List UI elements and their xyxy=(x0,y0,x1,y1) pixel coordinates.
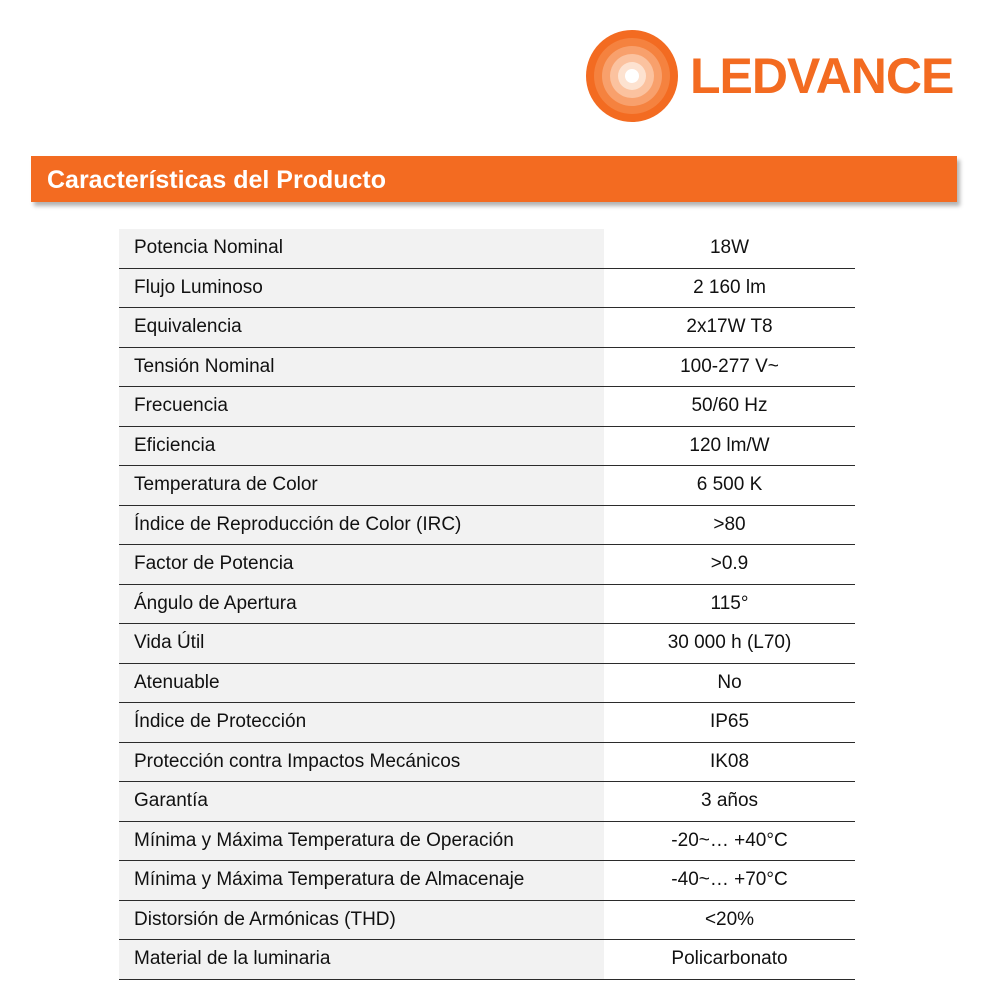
spec-label: Eficiencia xyxy=(119,427,604,466)
table-row xyxy=(119,940,855,980)
table-row xyxy=(119,822,855,862)
spec-label: Tensión Nominal xyxy=(119,348,604,387)
spec-value: 2 160 lm xyxy=(604,269,855,308)
table-row xyxy=(119,308,855,348)
table-row xyxy=(119,269,855,309)
spec-label: Ángulo de Apertura xyxy=(119,585,604,624)
table-row xyxy=(119,229,855,269)
spec-label: Frecuencia xyxy=(119,387,604,426)
brand-name: LEDVANCE xyxy=(690,48,954,104)
spec-label: Flujo Luminoso xyxy=(119,269,604,308)
spec-value: -20~… +40°C xyxy=(604,822,855,861)
spec-label: Protección contra Impactos Mecánicos xyxy=(119,743,604,782)
spec-table xyxy=(119,229,855,980)
spec-value: 2x17W T8 xyxy=(604,308,855,347)
section-header xyxy=(31,156,957,202)
spec-value: Policarbonato xyxy=(604,940,855,979)
spec-label: Potencia Nominal xyxy=(119,229,604,268)
spec-value: No xyxy=(604,664,855,703)
table-row xyxy=(119,506,855,546)
spec-value: IK08 xyxy=(604,743,855,782)
spec-value: 100-277 V~ xyxy=(604,348,855,387)
table-row xyxy=(119,427,855,467)
spec-value: 30 000 h (L70) xyxy=(604,624,855,663)
spec-label: Índice de Reproducción de Color (IRC) xyxy=(119,506,604,545)
brand-logo xyxy=(586,30,966,122)
table-row xyxy=(119,387,855,427)
spec-label: Factor de Potencia xyxy=(119,545,604,584)
section-title: Características del Producto xyxy=(47,166,387,194)
ledvance-logo-icon xyxy=(586,30,678,122)
table-row xyxy=(119,901,855,941)
spec-value: 6 500 K xyxy=(604,466,855,505)
spec-value: IP65 xyxy=(604,703,855,742)
spec-label: Garantía xyxy=(119,782,604,821)
spec-value: -40~… +70°C xyxy=(604,861,855,900)
table-row xyxy=(119,624,855,664)
spec-label: Material de la luminaria xyxy=(119,940,604,979)
table-row xyxy=(119,782,855,822)
table-row xyxy=(119,703,855,743)
spec-value: 3 años xyxy=(604,782,855,821)
table-row xyxy=(119,861,855,901)
spec-label: Atenuable xyxy=(119,664,604,703)
table-row xyxy=(119,545,855,585)
spec-value: 18W xyxy=(604,229,855,268)
spec-label: Equivalencia xyxy=(119,308,604,347)
table-row xyxy=(119,348,855,388)
spec-label: Mínima y Máxima Temperatura de Operación xyxy=(119,822,604,861)
spec-label: Vida Útil xyxy=(119,624,604,663)
spec-label: Mínima y Máxima Temperatura de Almacenaje xyxy=(119,861,604,900)
spec-label: Temperatura de Color xyxy=(119,466,604,505)
spec-label: Distorsión de Armónicas (THD) xyxy=(119,901,604,940)
table-row xyxy=(119,664,855,704)
spec-label: Índice de Protección xyxy=(119,703,604,742)
spec-value: 120 lm/W xyxy=(604,427,855,466)
table-row xyxy=(119,743,855,783)
spec-value: >0.9 xyxy=(604,545,855,584)
spec-value: <20% xyxy=(604,901,855,940)
table-row xyxy=(119,585,855,625)
table-row xyxy=(119,466,855,506)
spec-value: 115° xyxy=(604,585,855,624)
spec-value: >80 xyxy=(604,506,855,545)
spec-value: 50/60 Hz xyxy=(604,387,855,426)
